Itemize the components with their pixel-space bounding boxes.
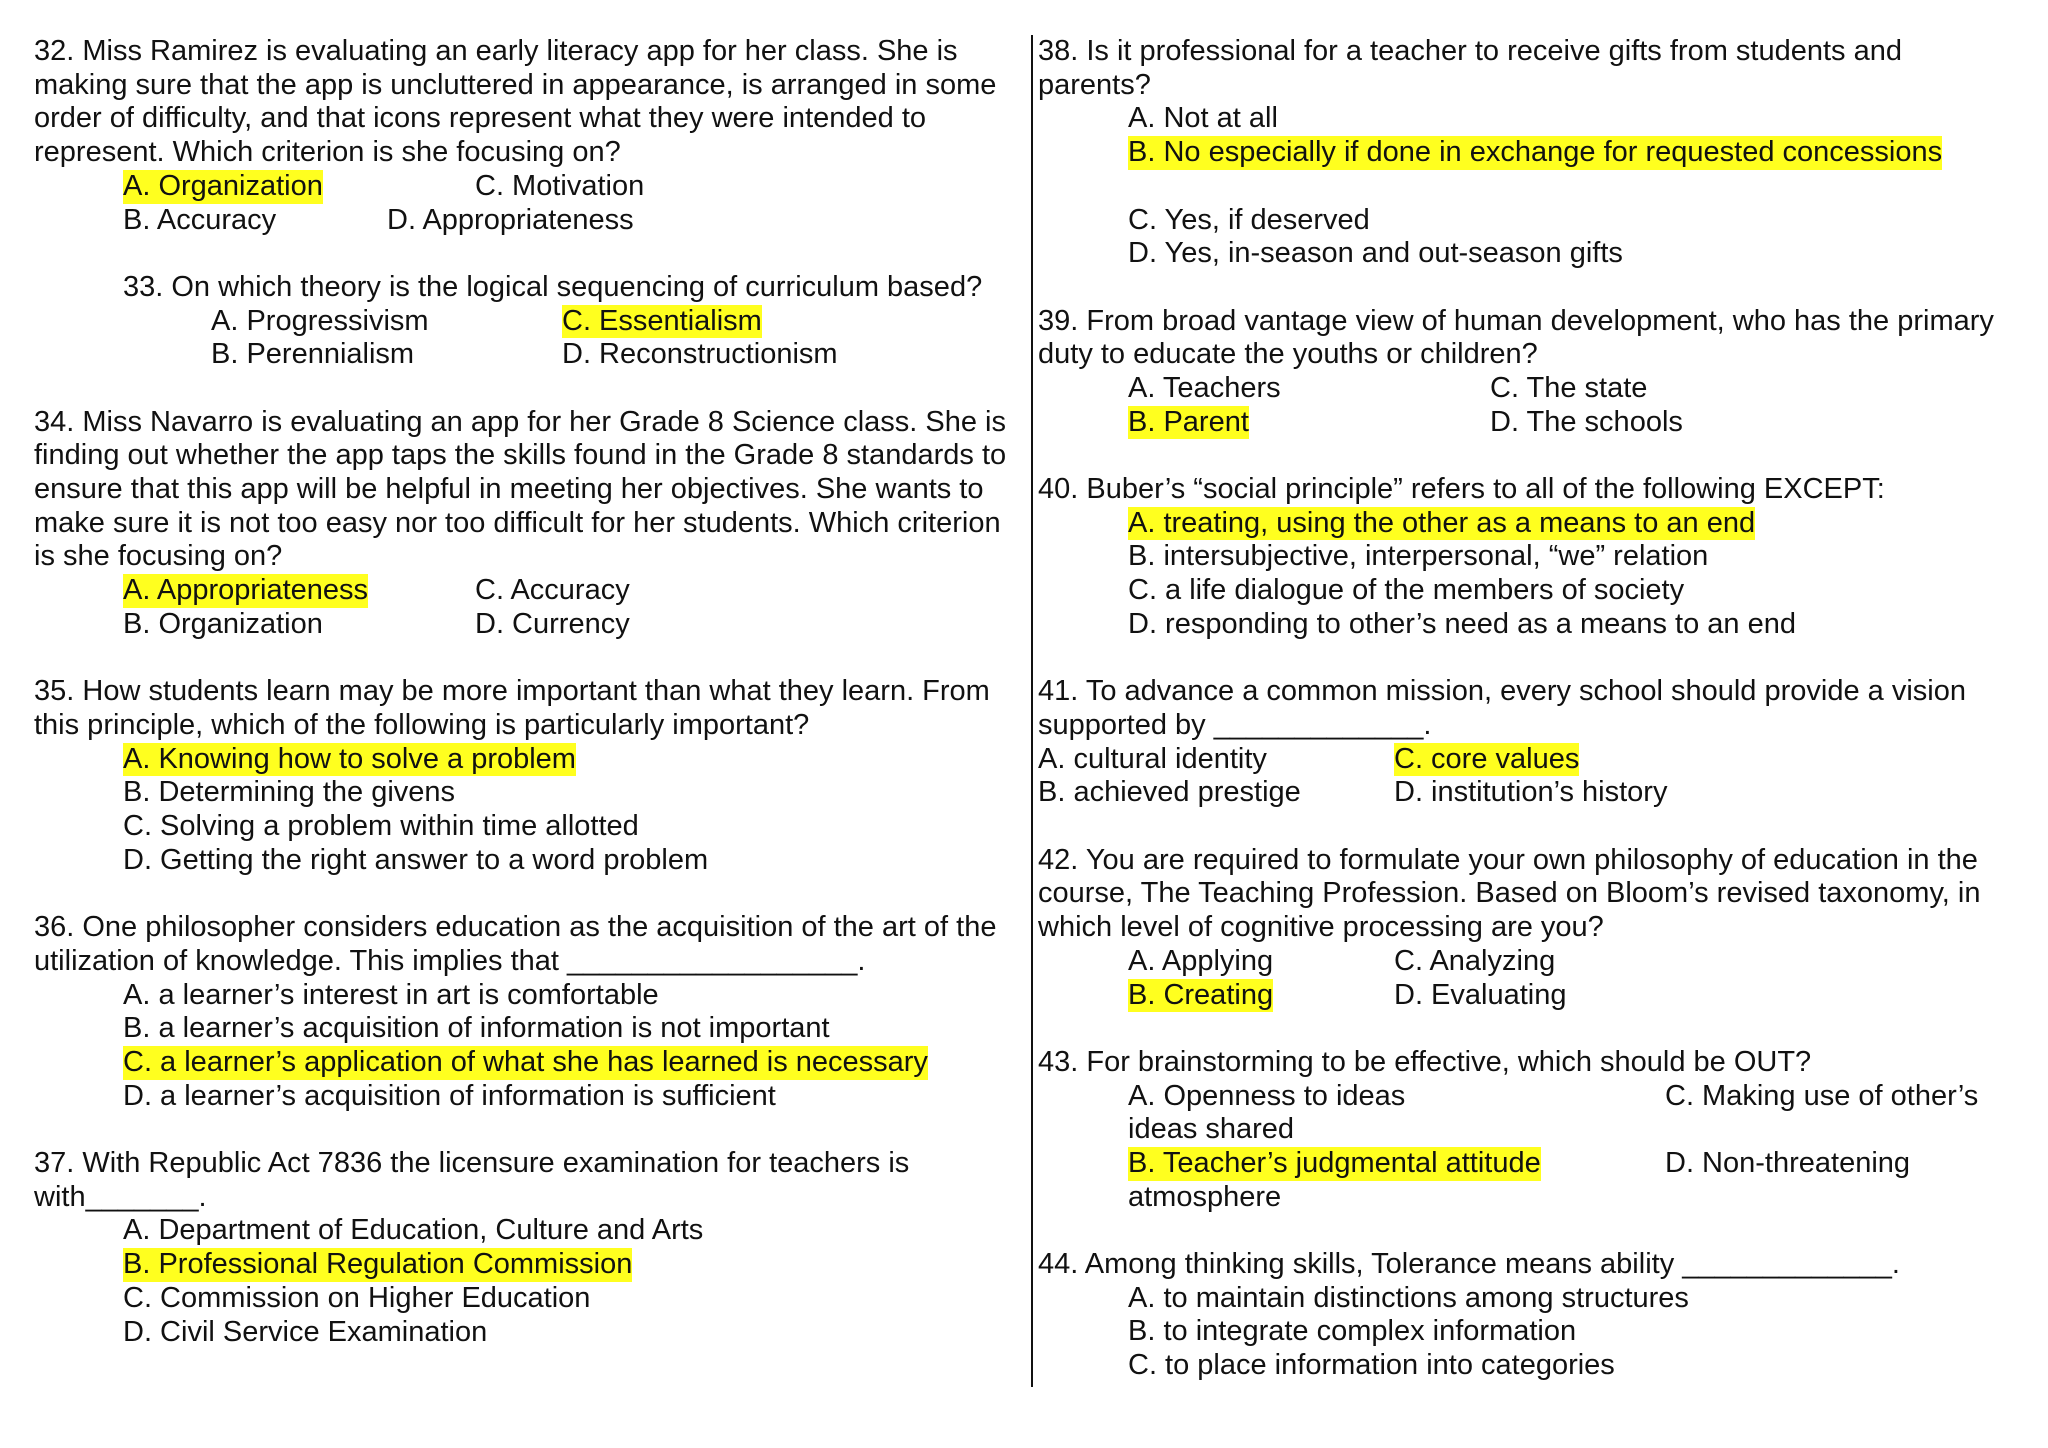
question-37-option-c: C. Commission on Higher Education (123, 1281, 591, 1314)
column-divider (1031, 35, 1033, 1387)
question-43-stem: 43. For brainstorming to be effective, which should be OUT? (1038, 1045, 1812, 1078)
question-36-option-d: D. a learner’s acquisition of information is sufficient (123, 1079, 776, 1112)
question-36 (34, 911, 1024, 1113)
question-32-option-c: C. Motivation (475, 169, 645, 202)
question-37-option-d: D. Civil Service Examination (123, 1315, 488, 1348)
question-38 (1038, 35, 2033, 271)
question-43-option-c: C. Making use of other’s (1665, 1079, 1979, 1112)
question-34-option-a-answer: A. Appropriateness (123, 574, 369, 607)
question-42 (1038, 844, 2033, 1012)
question-34-stem-line: 34. Miss Navarro is evaluating an app for her Grade 8 Science class. She is (34, 405, 1006, 438)
question-41 (1038, 675, 2033, 810)
question-32-stem-line: 32. Miss Ramirez is evaluating an early literacy app for her class. She is (34, 35, 958, 67)
question-44-option-b: B. to integrate complex information (1128, 1315, 1577, 1348)
question-39-option-b-answer: B. Parent (1128, 405, 1249, 438)
question-38-option-d: D. Yes, in-season and out-season gifts (1128, 237, 1623, 270)
question-38-stem-line: parents? (1038, 68, 1151, 101)
question-34-stem-line: make sure it is not too easy nor too difficult for her students. Which criterion (34, 506, 1001, 539)
question-33-option-a: A. Progressivism (211, 304, 429, 337)
question-40-stem: 40. Buber’s “social principle” refers to all of the following EXCEPT: (1038, 473, 1885, 506)
question-35-option-a-answer: A. Knowing how to solve a problem (123, 742, 576, 775)
question-34-stem-line: finding out whether the app taps the skills found in the Grade 8 standards to (34, 439, 1007, 472)
question-42-option-c: C. Analyzing (1394, 944, 1556, 977)
question-33-stem: 33. On which theory is the logical sequencing of curriculum based? (123, 270, 983, 303)
question-43-option-a: A. Openness to ideas (1128, 1079, 1406, 1112)
question-38-option-b-answer: B. No especially if done in exchange for requested concessions (1128, 136, 1943, 169)
question-32-option-b: B. Accuracy (123, 203, 277, 236)
question-41-stem-line: supported by _____________. (1038, 708, 1432, 741)
right-column (1038, 35, 2033, 1383)
question-42-option-d: D. Evaluating (1394, 978, 1567, 1011)
question-40-option-b: B. intersubjective, interpersonal, “we” relation (1128, 540, 1709, 573)
question-38-stem-line: 38. Is it professional for a teacher to receive gifts from students and (1038, 35, 1902, 67)
question-36-option-c-answer: C. a learner’s application of what she has learned is necessary (123, 1045, 928, 1078)
question-37-option-a: A. Department of Education, Culture and Arts (123, 1214, 704, 1247)
question-41-option-c-answer: C. core values (1394, 742, 1580, 775)
question-34-option-b: B. Organization (123, 607, 323, 640)
question-35 (34, 675, 1024, 877)
question-35-option-b: B. Determining the givens (123, 776, 456, 809)
question-40-option-a-answer: A. treating, using the other as a means to an end (1128, 506, 1756, 539)
question-36-stem-line: utilization of knowledge. This implies that __________________. (34, 944, 866, 977)
question-44-option-a: A. to maintain distinctions among structures (1128, 1281, 1689, 1314)
question-33-option-b: B. Perennialism (211, 338, 415, 371)
question-32-option-a-answer: A. Organization (123, 169, 323, 202)
question-43-option-b-answer: B. Teacher’s judgmental attitude (1128, 1146, 1541, 1179)
question-39-stem-line: duty to educate the youths or children? (1038, 338, 1538, 371)
question-33-option-d: D. Reconstructionism (562, 338, 838, 371)
question-39-option-d: D. The schools (1490, 405, 1683, 438)
question-43-option-a-continued: ideas shared (1128, 1113, 1295, 1146)
question-36-stem-line: 36. One philosopher considers education as the acquisition of the art of the (34, 911, 997, 944)
question-42-stem-line: 42. You are required to formulate your own philosophy of education in the (1038, 843, 1978, 876)
question-34-stem-line: is she focusing on? (34, 540, 283, 573)
question-34-option-c: C. Accuracy (475, 574, 630, 607)
left-column (34, 35, 1024, 1349)
question-39-option-a: A. Teachers (1128, 372, 1281, 404)
question-32-option-d: D. Appropriateness (387, 203, 634, 236)
question-34-option-d: D. Currency (475, 607, 630, 640)
question-44-stem: 44. Among thinking skills, Tolerance means ability _____________. (1038, 1248, 1900, 1281)
question-38-option-a: A. Not at all (1128, 102, 1278, 135)
question-35-stem-line: this principle, which of the following is particularly important? (34, 708, 810, 741)
question-34-stem-line: ensure that this app will be helpful in meeting her objectives. She wants to (34, 473, 984, 506)
question-34 (34, 406, 1024, 642)
question-37 (34, 1147, 1024, 1349)
question-42-stem-line: which level of cognitive processing are you? (1038, 911, 1604, 944)
question-44 (1038, 1248, 2033, 1383)
question-38-option-c: C. Yes, if deserved (1128, 203, 1370, 236)
question-44-option-c: C. to place information into categories (1128, 1349, 1615, 1382)
question-39 (1038, 305, 2033, 440)
question-35-option-c: C. Solving a problem within time allotted (123, 810, 639, 843)
question-37-option-b-answer: B. Professional Regulation Commission (123, 1248, 633, 1281)
question-42-option-a: A. Applying (1128, 944, 1274, 977)
question-32-stem-line: order of difficulty, and that icons represent what they were intended to (34, 102, 927, 135)
question-37-stem-line: 37. With Republic Act 7836 the licensure examination for teachers is (34, 1147, 910, 1180)
question-32 (34, 35, 1024, 237)
question-36-option-b: B. a learner’s acquisition of information is not important (123, 1012, 830, 1045)
question-35-option-d: D. Getting the right answer to a word problem (123, 843, 709, 876)
question-35-stem-line: 35. How students learn may be more important than what they learn. From (34, 675, 990, 708)
question-42-stem-line: course, The Teaching Profession. Based on Bloom’s revised taxonomy, in (1038, 877, 1981, 910)
question-42-option-b-answer: B. Creating (1128, 978, 1274, 1011)
question-40-option-c: C. a life dialogue of the members of society (1128, 574, 1685, 607)
question-40 (1038, 473, 2033, 642)
question-32-stem-line: making sure that the app is uncluttered in appearance, is arranged in some (34, 68, 997, 101)
question-41-option-a: A. cultural identity (1038, 742, 1267, 775)
question-39-option-c: C. The state (1490, 372, 1648, 404)
question-33-option-c-answer: C. Essentialism (562, 304, 762, 337)
question-36-option-a: A. a learner’s interest in art is comfortable (123, 978, 659, 1011)
question-41-option-b: B. achieved prestige (1038, 776, 1301, 809)
question-43-option-d-continued: atmosphere (1128, 1180, 1282, 1213)
question-43-option-d: D. Non-threatening (1665, 1146, 1911, 1179)
question-43 (1038, 1046, 2033, 1214)
question-39-stem-line: 39. From broad vantage view of human development, who has the primary (1038, 304, 1994, 337)
question-37-stem-line: with_______. (34, 1180, 207, 1213)
question-40-option-d: D. responding to other’s need as a means to an end (1128, 607, 1796, 640)
question-33 (34, 271, 1024, 372)
question-41-stem-line: 41. To advance a common mission, every school should provide a vision (1038, 675, 1966, 708)
question-41-option-d: D. institution’s history (1394, 776, 1668, 809)
question-32-stem-line: represent. Which criterion is she focusing on? (34, 136, 621, 169)
